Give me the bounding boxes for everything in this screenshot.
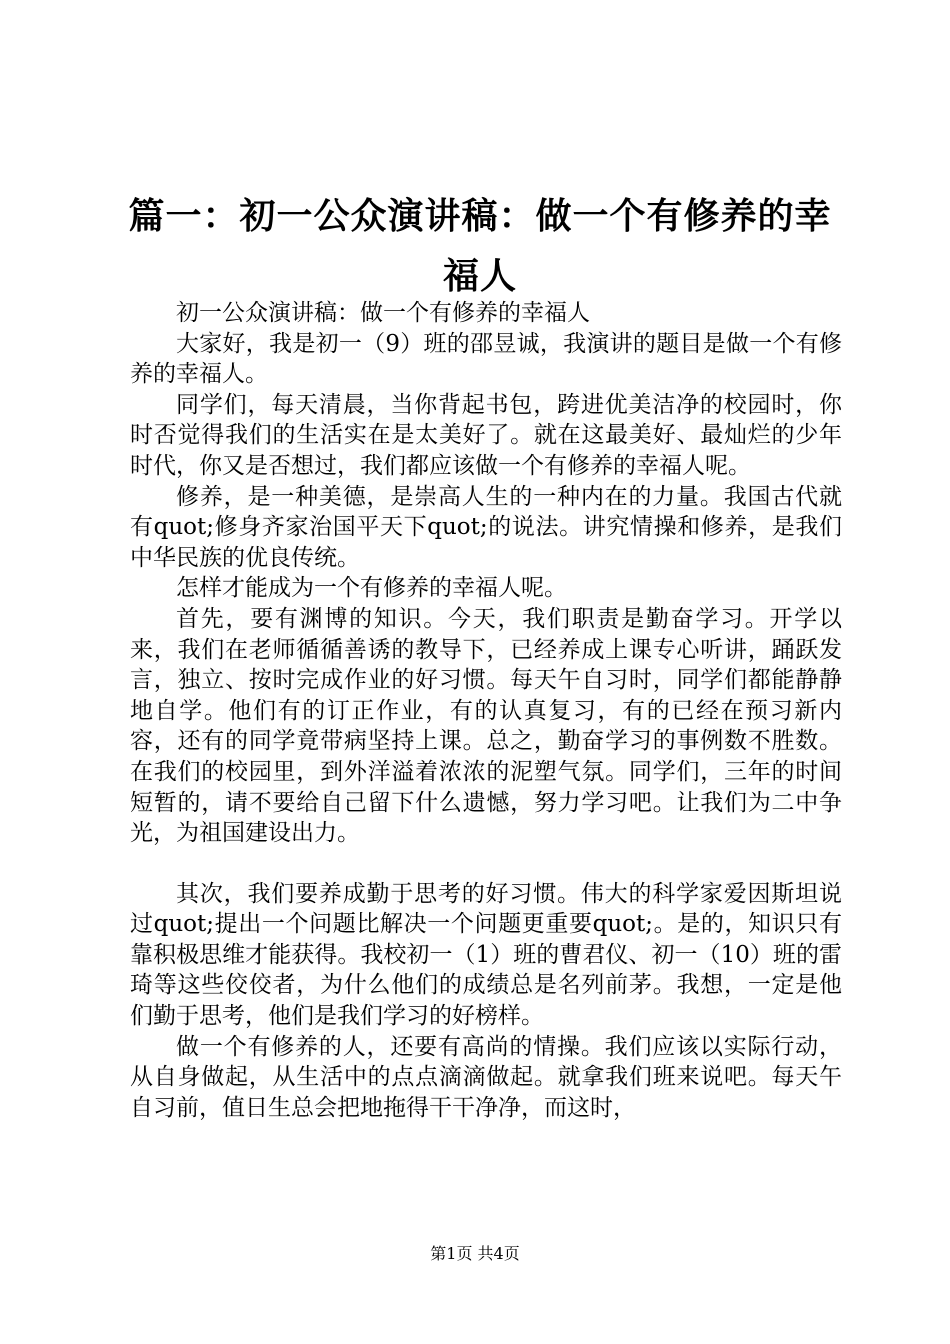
document-title: 篇一：初一公众演讲稿：做一个有修养的幸福人 (128, 195, 832, 297)
paragraph-knowledge: 首先，要有渊博的知识。今天，我们职责是勤奋学习。开学以来，我们在老师循循善诱的教导下，已经养成上课专心听讲，踊跃发言，独立、按时完成作业的好习惯。每天午自习时，同学们都能静静地自学。他们有的订正作业，有的认真复习，有的已经在预习新内容，还有的同学竟带病坚持上课。总之，勤奋学习的事例数不胜数。在我们的校园里，到外洋溢着浓浓的泥塑气氛。同学们，三年的时间短暂的，请不要给自己留下什么遗憾，努力学习吧。让我们为二中争光，为祖国建设出力。 (130, 605, 842, 847)
document-body (130, 298, 842, 1123)
paragraph-morning: 同学们，每天清晨，当你背起书包，跨进优美洁净的校园时，你时否觉得我们的生活实在是太美好了。就在这最美好、最灿烂的少年时代，你又是否想过，我们都应该做一个有修养的幸福人呢。 (130, 391, 842, 479)
paragraph-greeting: 大家好，我是初一（9）班的邵昱诚，我演讲的题目是做一个有修养的幸福人。 (130, 330, 842, 388)
page-footer: 第1页 共4页 (430, 1244, 520, 1263)
paragraph-thinking: 其次，我们要养成勤于思考的好习惯。伟大的科学家爱因斯坦说过quot;提出一个问题比解决一个问题更重要quot;。是的，知识只有靠积极思维才能获得。我校初一（1）班的曹君仪、初一（10）班的雷琦等这些佼佼者，为什么他们的成绩总是名列前茅。我想，一定是他们勤于思考，他们是我们学习的好榜样。 (130, 880, 842, 1030)
paragraph-question: 怎样才能成为一个有修养的幸福人呢。 (176, 575, 567, 602)
paragraph-virtue: 修养，是一种美德，是崇高人生的一种内在的力量。我国古代就有quot;修身齐家治国平天下quot;的说法。讲究情操和修养，是我们中华民族的优良传统。 (130, 483, 842, 571)
paragraph-heading: 初一公众演讲稿：做一个有修养的幸福人 (176, 300, 590, 326)
paragraph-sentiment: 做一个有修养的人，还要有高尚的情操。我们应该以实际行动，从自身做起，从生活中的点点滴滴做起。就拿我们班来说吧。每天午自习前，值日生总会把地拖得干干净净，而这时， (130, 1033, 842, 1121)
